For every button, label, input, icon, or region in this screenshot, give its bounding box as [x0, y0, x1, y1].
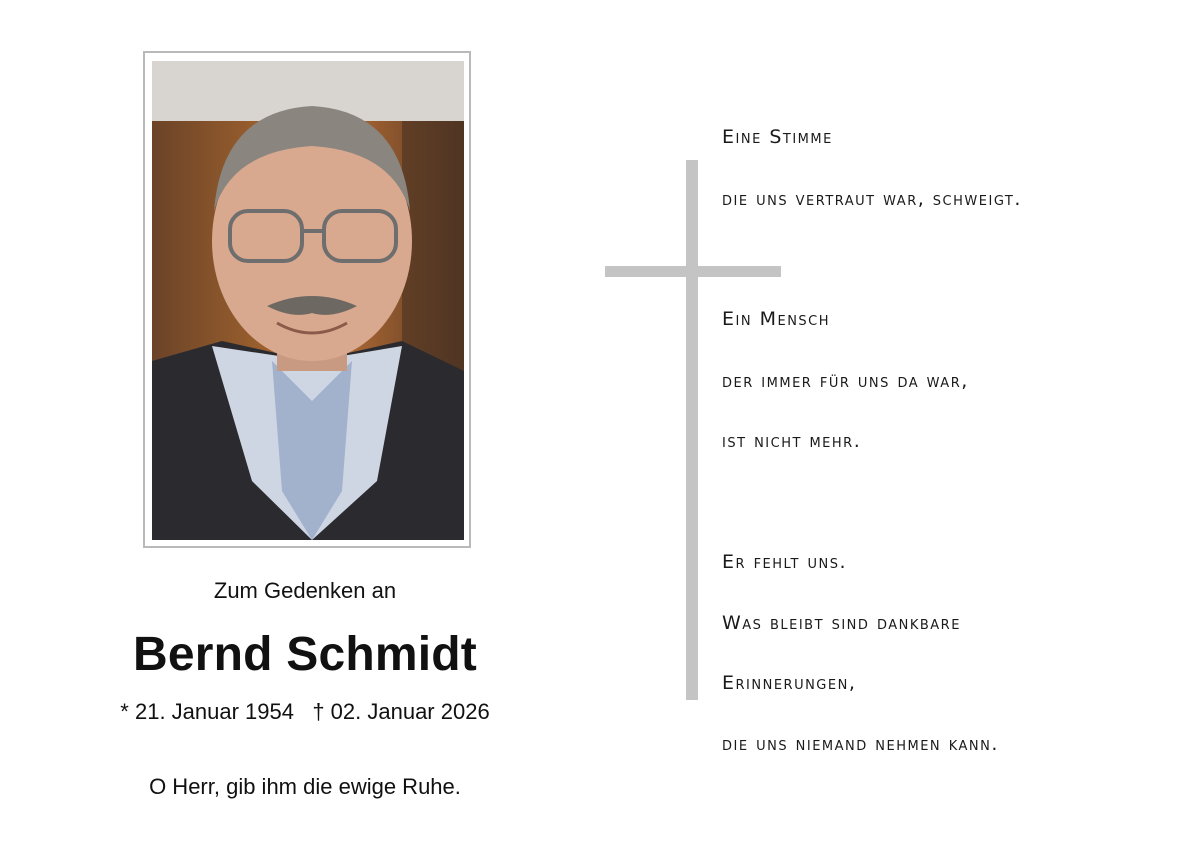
- portrait-photo: [152, 61, 464, 540]
- verse-line-2: die uns vertraut war, schweigt.: [722, 188, 1022, 210]
- verse-line-5: ist nicht mehr.: [722, 430, 862, 452]
- life-dates: * 21. Januar 1954 † 02. Januar 2026: [120, 699, 490, 724]
- memorial-intro: Zum Gedenken an: [213, 578, 397, 603]
- prayer-line: O Herr, gib ihm die ewige Ruhe.: [149, 774, 461, 799]
- cross-crossbar: [605, 266, 781, 277]
- cross-icon: [686, 160, 698, 700]
- verse-line-6: Er fehlt uns.: [722, 551, 848, 573]
- verse-line-7: Was bleibt sind dankbare: [722, 612, 961, 634]
- verse-line-3: Ein Mensch: [722, 308, 831, 330]
- portrait-frame: [143, 51, 471, 548]
- verse-line-9: die uns niemand nehmen kann.: [722, 733, 999, 755]
- verse-line-4: der immer für uns da war,: [722, 370, 969, 392]
- verse-line-8: Erinnerungen,: [722, 672, 857, 694]
- deceased-name: Bernd Schmidt: [133, 628, 477, 681]
- portrait-illustration: [152, 61, 464, 540]
- verse-line-1: Eine Stimme: [722, 126, 833, 148]
